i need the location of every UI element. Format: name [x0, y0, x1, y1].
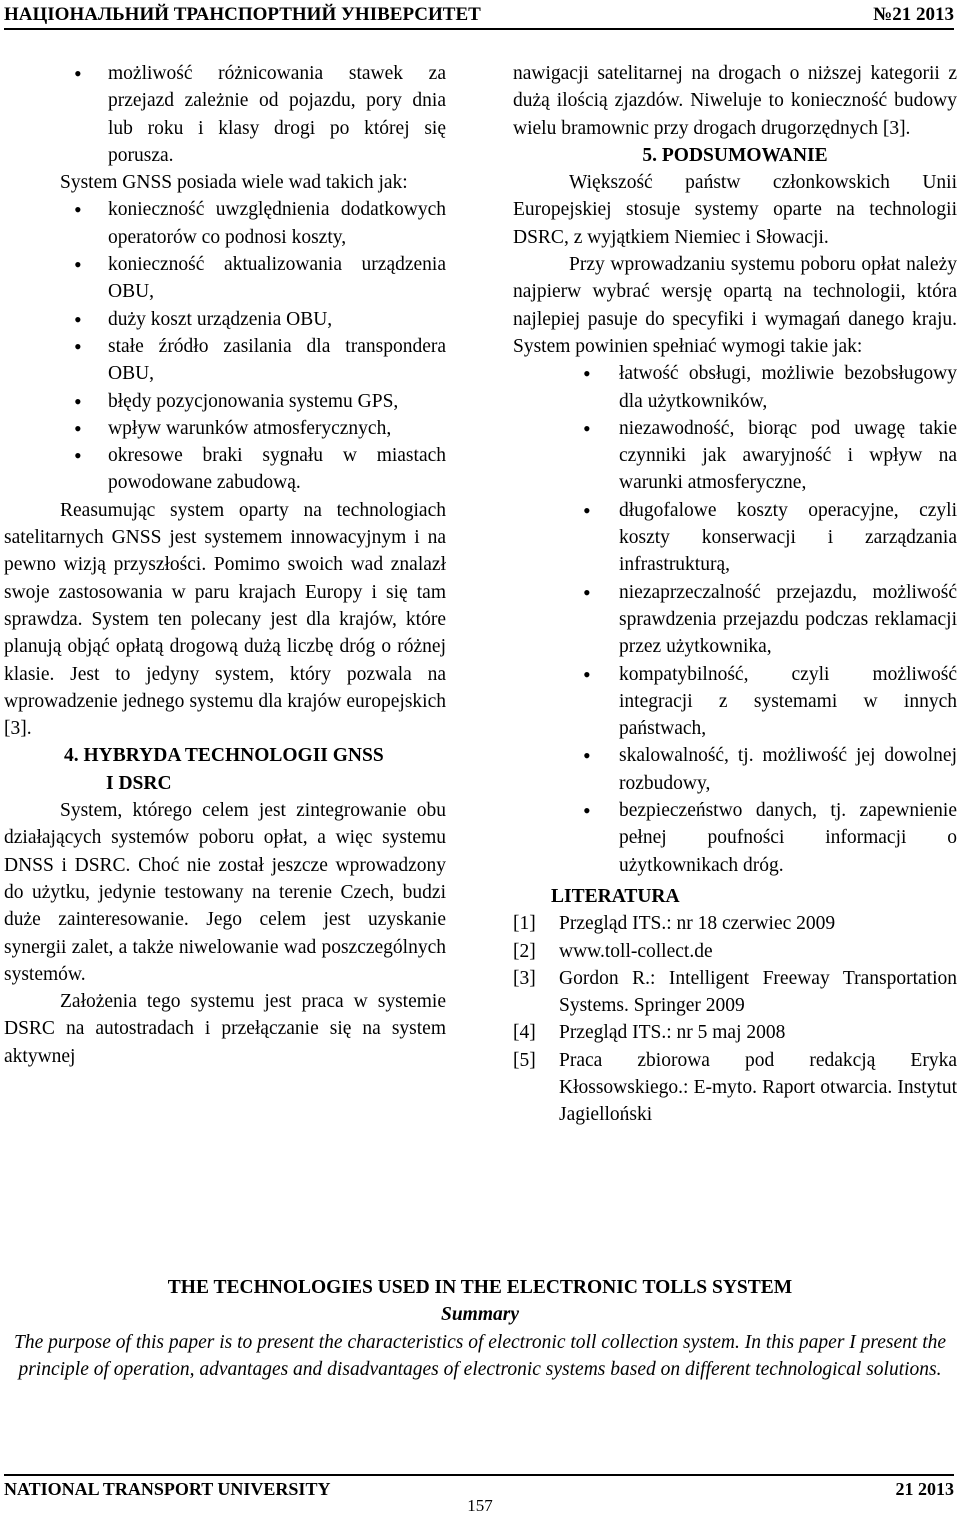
paragraph-gnss-summary: Reasumując system oparty na technologiach satelitarnych GNSS jest systemem innowacyjnym i na pewno wizją przyszłości. Pomimo swoich wad znalazł swoje zastosowania w paru krajach Europy i się tam sprawdza. System ten polecany jest dla krajów, które planują objąć opłatą drogową dużą liczbę dróg o różnej klasie. Jest to jedyny system, który pozwala na wprowadzenie jednego systemu dla krajów europejskich [3].: [4, 499, 446, 740]
reference-item: [513, 910, 957, 937]
reference-item: [513, 1019, 957, 1046]
reference-number: [1]: [513, 913, 536, 935]
header-university: НАЦІОНАЛЬНИЙ ТРАНСПОРТНИЙ УНІВЕРСИТЕТ: [4, 4, 481, 25]
english-abstract: The purpose of this paper is to present the characteristics of electronic toll collection system. In this paper I present the principle of operation, advantages and disadvantages of electronic systems based on different technological solutions.: [13, 1331, 947, 1380]
footer-university: NATIONAL TRANSPORT UNIVERSITY: [4, 1479, 331, 1499]
list-item: • wpływ warunków atmosferycznych,: [4, 415, 446, 442]
english-title: THE TECHNOLOGIES USED IN THE ELECTRONIC TOLLS SYSTEM: [167, 1277, 793, 1298]
running-header: [4, 0, 954, 30]
header-issue: №21 2013: [873, 4, 954, 25]
list-item: • skalowalność, tj. możliwość jej dowolnej rozbudowy,: [513, 742, 957, 797]
reference-text: Gordon R.: Intelligent Freeway Transportation Systems. Springer 2009: [559, 967, 957, 1017]
list-item: • możliwość różnicowania stawek za przejazd zależnie od pojazdu, pory dnia lub roku i klasy drogi po której się porusza.: [4, 60, 446, 169]
bullet-list-disadvantages: [4, 196, 446, 496]
reference-text: Praca zbiorowa pod redakcją Eryka Kłossowskiego.: E-myto. Raport otwarcia. Instytut Jagielloński: [559, 1049, 957, 1126]
reference-text: Przegląd ITS.: nr 18 czerwiec 2009: [559, 913, 836, 935]
reference-item: [513, 965, 957, 1020]
reference-number: [5]: [513, 1049, 536, 1071]
bullet-list-requirements: [513, 360, 957, 879]
list-item: • niezaprzeczalność przejazdu, możliwość sprawdzenia przejazdu podczas reklamacji przez użytkownika,: [513, 579, 957, 661]
reference-number: [2]: [513, 940, 536, 962]
left-column: [4, 60, 446, 1070]
footer-issue: 21 2013: [895, 1479, 954, 1499]
reference-item: [513, 938, 957, 965]
list-item: • stałe źródło zasilania dla transpondera OBU,: [4, 333, 446, 388]
references-heading: LITERATURA: [551, 885, 680, 907]
references-list: [513, 910, 957, 1128]
bullet-list-advantages: [4, 60, 446, 169]
summary-label: Summary: [440, 1304, 520, 1326]
list-item: • błędy pozycjonowania systemu GPS,: [4, 388, 446, 415]
page-number: 157: [467, 1496, 493, 1515]
paragraph-hybrid-system: System, którego celem jest zintegrowanie obu działających systemów poboru opłat, a więc systemu DNSS i DSRC. Choć nie został jeszcze wprowadzony do użytku, jedynie testowany na terenie Czech, budzi duże zainteresowanie. Jego celem jest uzyskanie synergii zalet, a także niwelowanie wad poszczególnych systemów.: [4, 800, 446, 985]
paragraph-continued: nawigacji satelitarnej na drogach o niższej kategorii z dużą ilością zjazdów. Niweluje to konieczność budowy wielu bramownic przy drogach drugorzędnych [3].: [513, 63, 957, 139]
list-item: • konieczność aktualizowania urządzenia OBU,: [4, 251, 446, 306]
paragraph-member-states: Większość państw członkowskich Unii Europejskiej stosuje systemy oparte na technologii DSRC, z wyjątkiem Niemiec i Słowacji.: [513, 172, 957, 248]
list-item: • okresowe braki sygnału w miastach powodowane zabudową.: [4, 442, 446, 497]
list-item: • konieczność uwzględnienia dodatkowych operatorów co podnosi koszty,: [4, 196, 446, 251]
paragraph-gnss-disadvantages-intro: System GNSS posiada wiele wad takich jak:: [60, 172, 408, 194]
list-item: • kompatybilność, czyli możliwość integracji z systemami w innych państwach,: [513, 661, 957, 743]
paragraph-requirements-intro: Przy wprowadzaniu systemu poboru opłat należy najpierw wybrać wersję opartą na technologii, która najlepiej pasuje do specyfiki i wymagań danego kraju. System powinien spełniać wymogi takie jak:: [513, 254, 957, 357]
section-heading-4: 4. HYBRYDA TECHNOLOGII GNSS: [64, 745, 384, 767]
paragraph-system-assumptions: Założenia tego systemu jest praca w systemie DSRC na autostradach i przełączanie się na system aktywnej: [4, 991, 446, 1067]
section-heading-5: 5. PODSUMOWANIE: [642, 144, 828, 166]
english-summary: [4, 1274, 956, 1383]
list-item: • niezawodność, biorąc pod uwagę takie czynniki jak awaryjność i wpływ na warunki atmosferyczne,: [513, 415, 957, 497]
list-item: • duży koszt urządzenia OBU,: [4, 306, 446, 333]
reference-number: [4]: [513, 1022, 536, 1044]
list-item: • łatwość obsługi, możliwie bezobsługowy dla użytkowników,: [513, 360, 957, 415]
list-item: • długofalowe koszty operacyjne, czyli koszty konserwacji i zarządzania infrastrukturą,: [513, 497, 957, 579]
reference-number: [3]: [513, 967, 536, 989]
right-column: [513, 60, 957, 1129]
reference-item: [513, 1047, 957, 1129]
reference-text: Przegląd ITS.: nr 5 maj 2008: [559, 1022, 786, 1044]
list-item: • bezpieczeństwo danych, tj. zapewnienie pełnej poufności informacji o użytkownikach dróg.: [513, 797, 957, 879]
reference-text: www.toll-collect.de: [559, 940, 713, 962]
section-heading-4-continued: I DSRC: [106, 772, 172, 794]
